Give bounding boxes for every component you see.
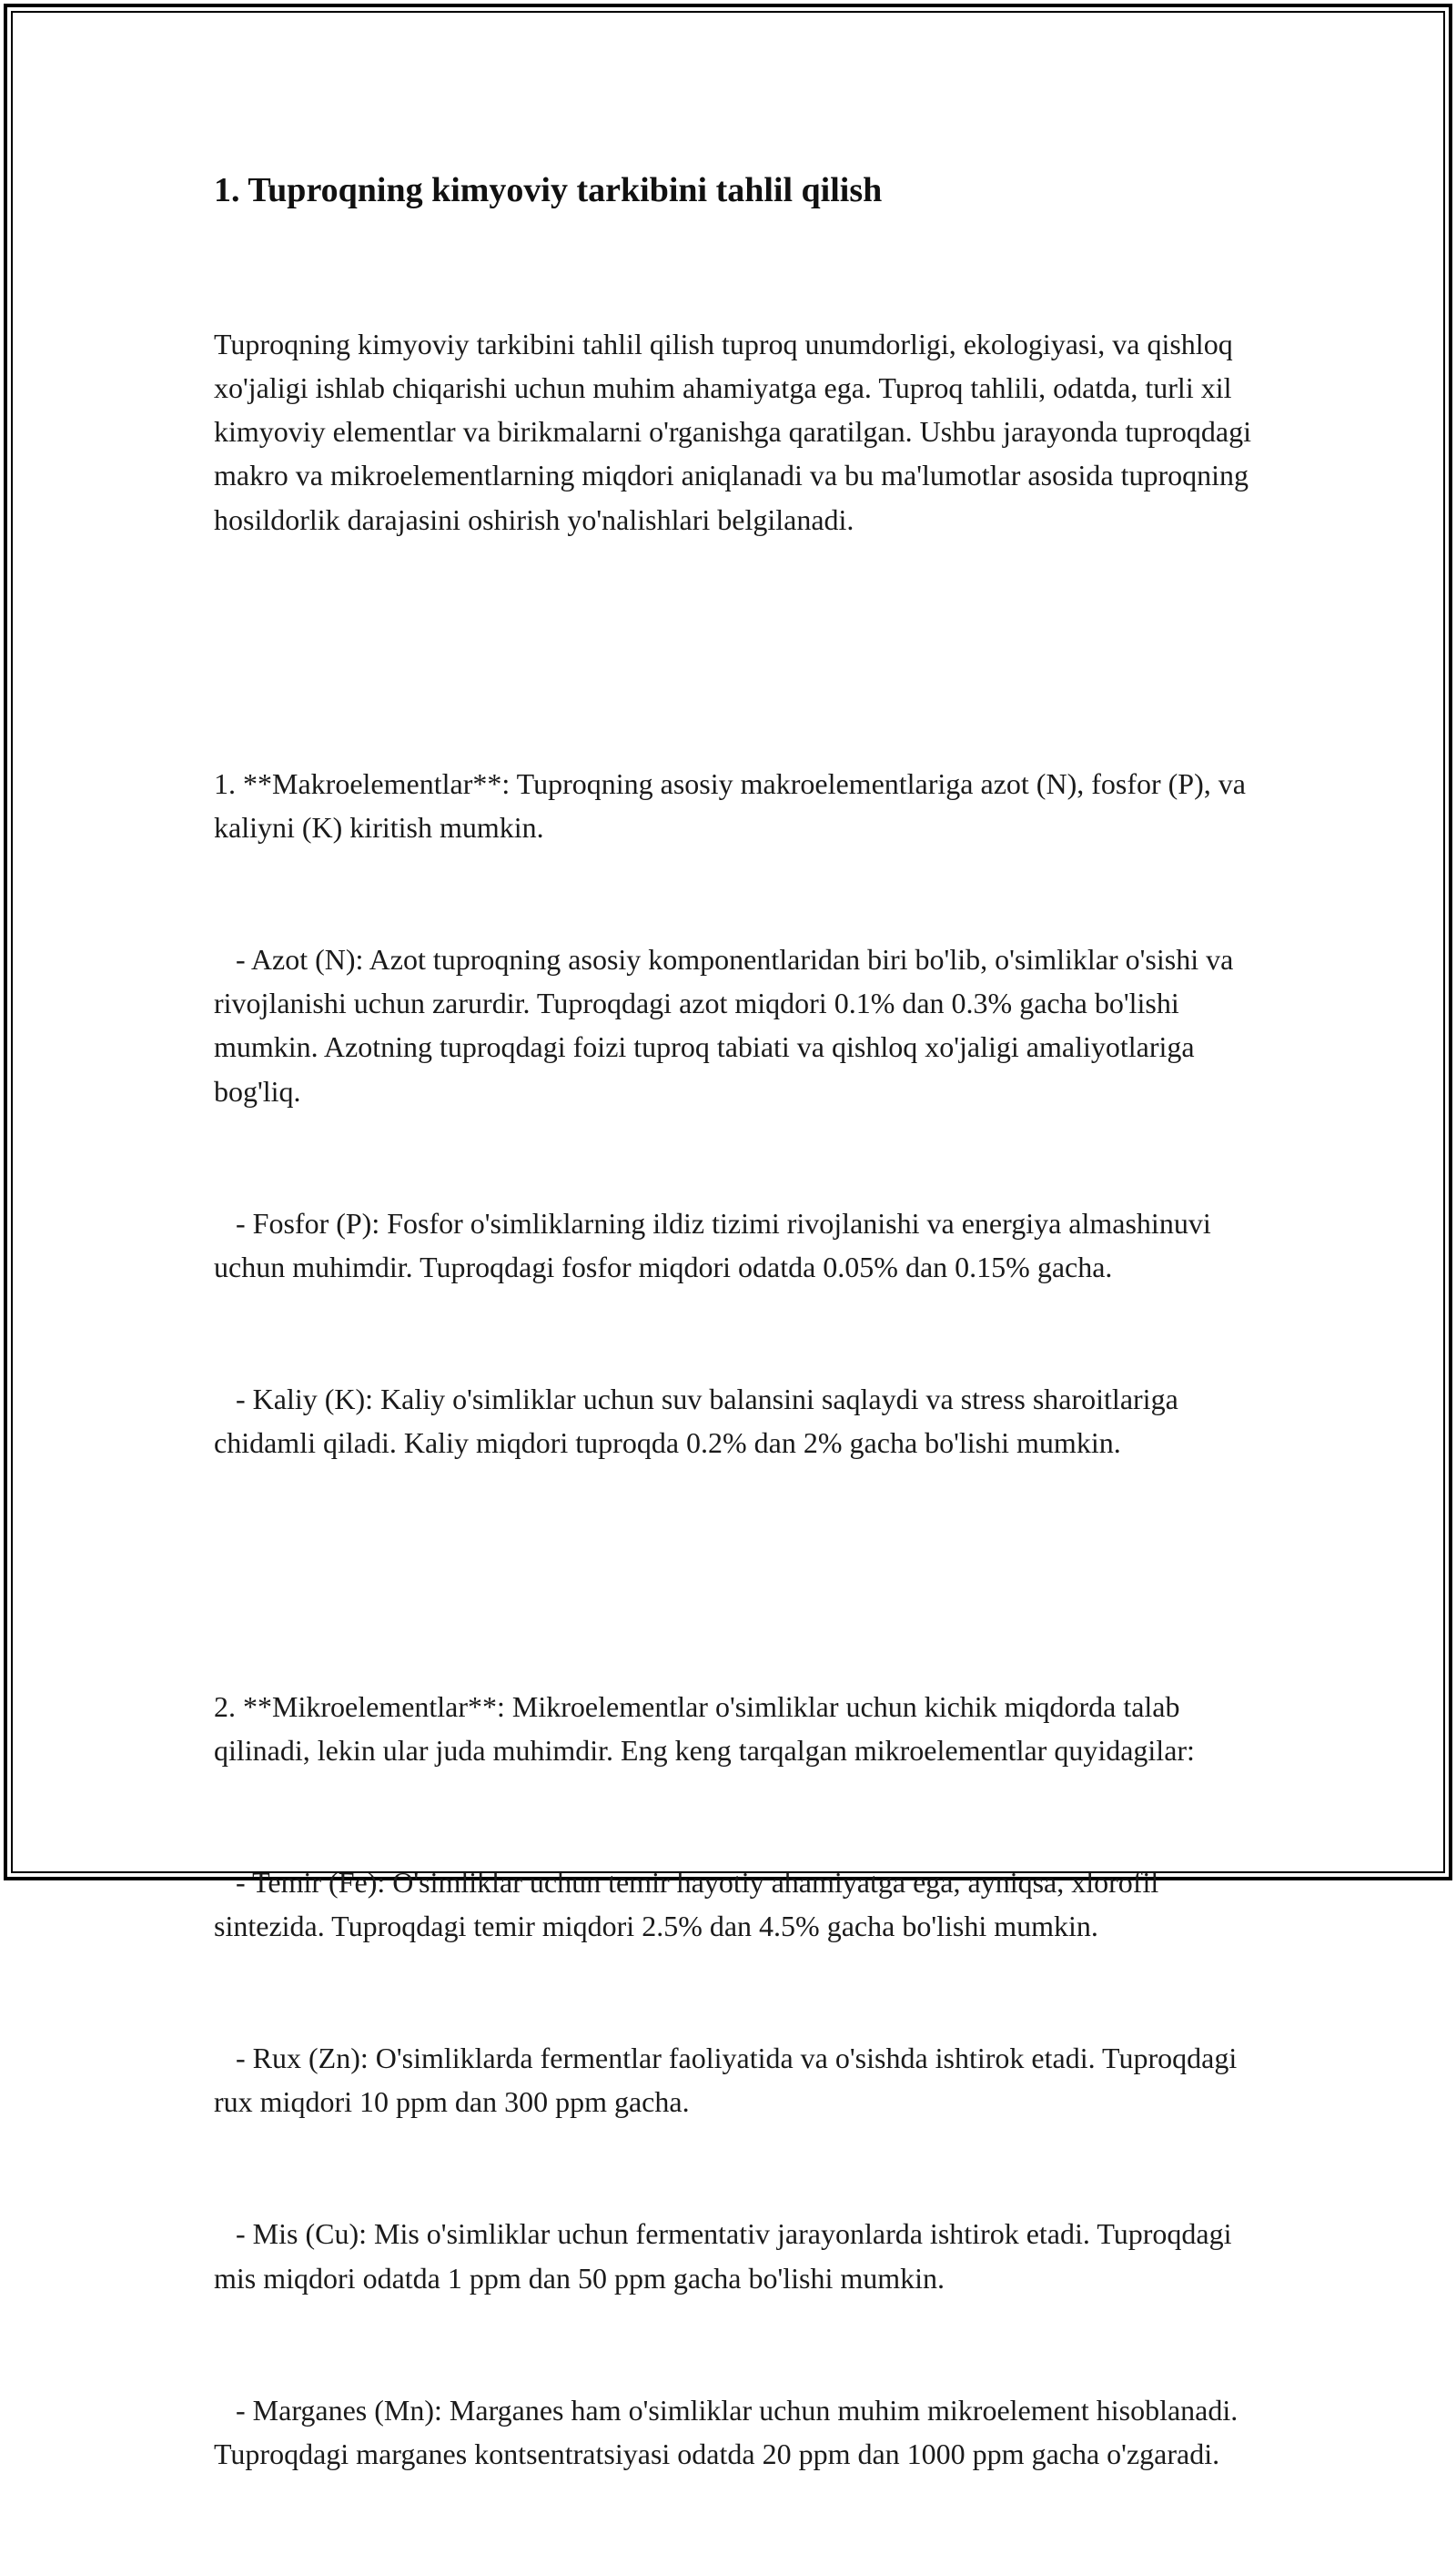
document-page — [214, 168, 1260, 2564]
document-title: 1. Tuproqning kimyoviy tarkibini tahlil qilish — [214, 171, 883, 209]
blank-line — [214, 630, 1260, 674]
list-item-azot: - Azot (N): Azot tuproqning asosiy komponentlaridan biri bo'lib, o'simliklar o'sishi va rivojlanishi uchun zarurdir. Tuproqdagi azot miqdori 0.1% dan 0.3% gacha bo'lishi mumkin. Azotning tuproqdagi foizi tuproq tabiati va qishloq xo'jaligi amaliyotlariga bog'liq. — [214, 942, 1241, 1108]
list-item-fosfor: - Fosfor (P): Fosfor o'simliklarning ildiz tizimi rivojlanishi va energiya almashinuvi uchun muhimdir. Tuproqdagi fosfor miqdori odatda 0.05% dan 0.15% gacha. — [214, 1206, 1218, 1283]
list-item-marganes: - Marganes (Mn): Marganes ham o'simliklar uchun muhim mikroelement hisoblanadi. Tuproqdagi marganes kontsentratsiyasi odatda 20 ppm dan 1000 ppm gacha o'zgaradi. — [214, 2393, 1245, 2470]
intro-paragraph: Tuproqning kimyoviy tarkibini tahlil qilish tuproq unumdorligi, ekologiyasi, va qishloq xo'jaligi ishlab chiqarishi uchun muhim ahamiyatga ega. Tuproq tahlili, odatda, turli xil kimyoviy elementlar va birikmalarni o'rganishga qaratilgan. Ushbu jarayonda tuproqdagi makro va mikroelementlarning miqdori aniqlanadi va bu ma'lumotlar asosida tuproqning hosildorlik darajasini oshirish yo'nalishlari belgilanadi. — [214, 327, 1259, 536]
list-item-mis: - Mis (Cu): Mis o'simliklar uchun fermentativ jarayonlarda ishtirok etadi. Tuproqdagi mis miqdori odatda 1 ppm dan 50 ppm gacha bo'lishi mumkin. — [214, 2217, 1239, 2295]
document-body — [214, 234, 1260, 2564]
microelements-heading: 2. **Mikroelementlar**: Mikroelementlar o'simliklar uchun kichik miqdorda talab qilinadi, lekin ular juda muhimdir. Eng keng tarqalgan mikroelementlar quyidagilar: — [214, 1689, 1195, 1768]
blank-line — [214, 1553, 1260, 1596]
list-item-kaliy: - Kaliy (K): Kaliy o'simliklar uchun suv balansini saqlaydi va stress sharoitlariga chidamli qiladi. Kaliy miqdori tuproqda 0.2% dan 2% gacha bo'lishi mumkin. — [214, 1382, 1186, 1460]
macroelements-heading: 1. **Makroelementlar**: Tuproqning asosiy makroelementlariga azot (N), fosfor (P), va kaliyni (K) kiritish mumkin. — [214, 766, 1253, 844]
list-item-rux: - Rux (Zn): O'simliklarda fermentlar faoliyatida va o'sishda ishtirok etadi. Tuproqdagi rux miqdori 10 ppm dan 300 ppm gacha. — [214, 2042, 1245, 2119]
list-item-temir: - Temir (Fe): O'simliklar uchun temir hayotiy ahamiyatga ega, ayniqsa, xlorofil sintezida. Tuproqdagi temir miqdori 2.5% dan 4.5% gacha bo'lishi mumkin. — [214, 1865, 1167, 1943]
